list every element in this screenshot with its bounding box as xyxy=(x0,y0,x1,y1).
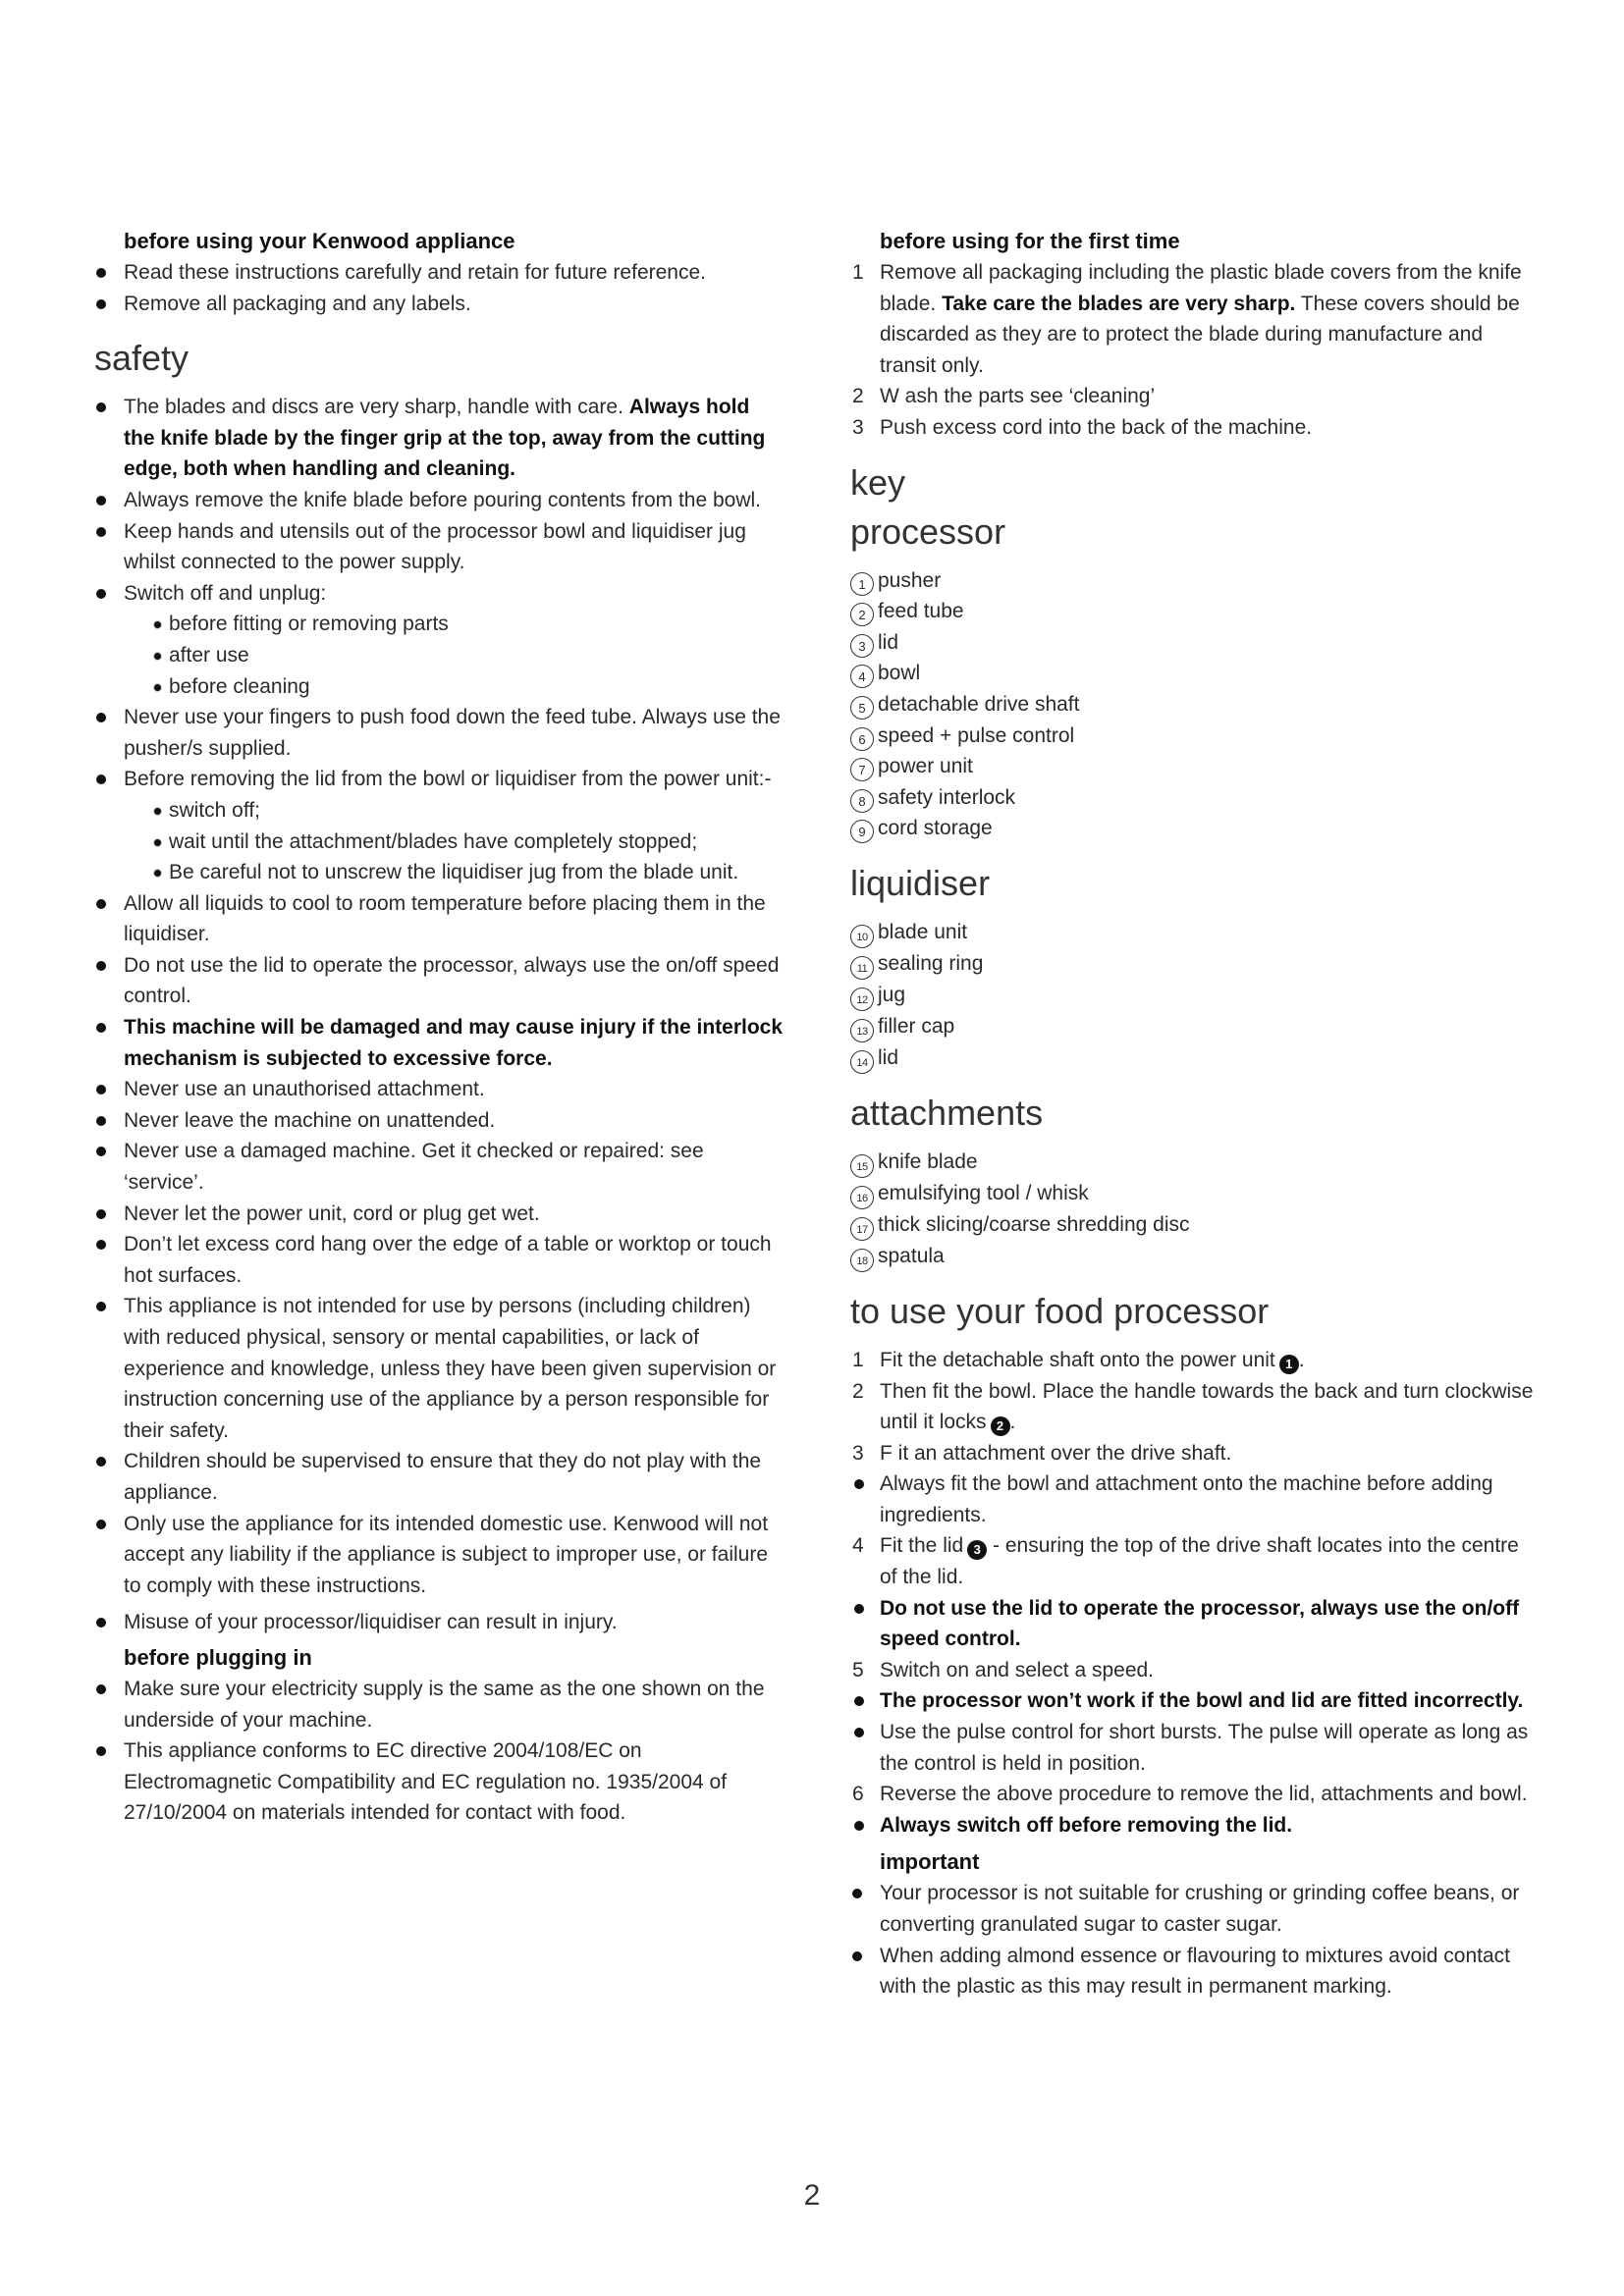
key-label: speed + pulse control xyxy=(878,723,1075,747)
number-2-icon: 2 xyxy=(850,603,874,626)
list-item: Misuse of your processor/liquidiser can result in injury. xyxy=(94,1607,785,1638)
key-label: thick slicing/coarse shredding disc xyxy=(878,1212,1190,1236)
step-text: Reverse the above procedure to remove the lid, attachments and bowl. xyxy=(880,1783,1528,1806)
list-item xyxy=(850,1042,1542,1074)
list-item xyxy=(850,1147,1542,1178)
number-7-icon: 7 xyxy=(850,758,874,781)
sub-list-item: wait until the attachment/blades have completely stopped; xyxy=(124,827,785,858)
sub-list-item: Be careful not to unscrew the liquidiser jug from the blade unit. xyxy=(124,857,785,888)
safety-text: Switch off and unplug: xyxy=(124,581,327,605)
attachments-key-list xyxy=(850,1147,1542,1272)
safety-text: Before removing the lid from the bowl or liquidiser from the power unit:- xyxy=(124,768,772,791)
number-12-icon: 12 xyxy=(850,988,874,1011)
list-item xyxy=(850,721,1542,752)
list-item xyxy=(850,1011,1542,1042)
number-1-icon: 1 xyxy=(850,572,874,596)
figure-3-icon: 3 xyxy=(967,1540,987,1560)
step-text: Fit the detachable shaft onto the power unit xyxy=(880,1348,1275,1371)
list-item: 6 Reverse the above procedure to remove the lid, attachments and bowl. xyxy=(852,1783,1528,1806)
list-item: This appliance is not intended for use by persons (including children) with reduced physical, sensory or mental capabilities, or lack of experience and knowledge, unless they have been given supervision or instruction concerning use of the appliance by a person responsible for their safety. xyxy=(94,1291,785,1446)
key-label: sealing ring xyxy=(878,951,984,975)
key-label: blade unit xyxy=(878,920,968,943)
sub-list-item: after use xyxy=(124,640,785,671)
before-using-list xyxy=(94,257,785,319)
number-4-icon: 4 xyxy=(850,665,874,688)
left-column xyxy=(94,226,785,1829)
list-item: 1 Fit the detachable shaft onto the power unit 1 . xyxy=(850,1345,1542,1376)
step-text: Use the pulse control for short bursts. The pulse will operate as long as the control is held in position. xyxy=(880,1721,1529,1775)
list-item: Never use your fingers to push food down the feed tube. Always use the pusher/s supplied. xyxy=(94,702,785,764)
step-bold-text: The processor won’t work if the bowl and lid are fitted incorrectly. xyxy=(880,1689,1524,1713)
key-label: cord storage xyxy=(878,817,993,840)
list-item: 1 Remove all packaging including the plastic blade covers from the knife blade. Take care the blades are very sharp. These covers should be discarded as they are to protect the blade during manufacture and transit only. xyxy=(852,261,1522,377)
important-list xyxy=(850,1878,1542,2002)
number-13-icon: 13 xyxy=(850,1019,874,1042)
list-item: Make sure your electricity supply is the same as the one shown on the underside of your machine. xyxy=(94,1674,785,1735)
safety-bold-text: Always hold the knife blade by the finger grip at the top, away from the cutting edge, both when handling and cleaning. xyxy=(124,396,766,481)
step-bold-text: Do not use the lid to operate the processor, always use the on/off speed control. xyxy=(880,1596,1520,1651)
list-item: This appliance conforms to EC directive 2004/108/EC on Electromagnetic Compatibility and EC regulation no. 1935/2004 of 27/10/2004 on materials intended for contact with food. xyxy=(94,1735,785,1829)
key-label: knife blade xyxy=(878,1149,978,1173)
sub-list-item: before fitting or removing parts xyxy=(124,609,785,640)
step-bold-text: Take care the blades are very sharp. xyxy=(942,292,1296,315)
liquidiser-key-list xyxy=(850,917,1542,1074)
list-item xyxy=(850,782,1542,814)
list-item: 3 F it an attachment over the drive shaft. xyxy=(852,1441,1232,1465)
list-item: 3 Push excess cord into the back of the machine. xyxy=(852,415,1313,439)
list-item xyxy=(94,578,785,702)
list-item: 5 Switch on and select a speed. xyxy=(852,1658,1155,1682)
list-item: When adding almond essence or flavouring to mixtures avoid contact with the plastic as this may result in permanent marking. xyxy=(850,1941,1542,2002)
list-item xyxy=(850,596,1542,627)
figure-2-icon: 2 xyxy=(991,1416,1010,1436)
key-label: lid xyxy=(878,1045,899,1069)
attachments-heading: attachments xyxy=(850,1092,1044,1133)
key-label: spatula xyxy=(878,1244,945,1267)
step-text: Fit the lid xyxy=(880,1534,964,1558)
key-label: lid xyxy=(878,630,899,654)
list-item xyxy=(850,1810,1542,1842)
safety-heading: safety xyxy=(94,338,189,379)
number-16-icon: 16 xyxy=(850,1186,874,1209)
list-item: Your processor is not suitable for crushing or grinding coffee beans, or converting granulated sugar to caster sugar. xyxy=(850,1878,1542,1940)
processor-key-list xyxy=(850,565,1542,844)
list-item xyxy=(94,392,785,485)
use-steps-list xyxy=(850,1345,1542,1842)
key-label: feed tube xyxy=(878,600,964,623)
list-item xyxy=(850,948,1542,980)
step-text: W ash the parts see ‘cleaning’ xyxy=(880,385,1156,408)
important-heading: important xyxy=(880,1849,980,1875)
list-item xyxy=(850,689,1542,721)
list-item: Children should be supervised to ensure that they do not play with the appliance. xyxy=(94,1446,785,1508)
first-time-heading: before using for the first time xyxy=(880,229,1180,253)
key-label: detachable drive shaft xyxy=(878,692,1080,716)
number-11-icon: 11 xyxy=(850,956,874,980)
right-column xyxy=(850,226,1542,2002)
list-item: Don’t let excess cord hang over the edge of a table or worktop or touch hot surfaces. xyxy=(94,1229,785,1291)
list-item: Never use a damaged machine. Get it checked or repaired: see ‘service’. xyxy=(94,1136,785,1198)
list-item: Always remove the knife blade before pouring contents from the bowl. xyxy=(94,485,785,516)
key-label: filler cap xyxy=(878,1014,955,1038)
key-label: bowl xyxy=(878,662,921,685)
use-processor-heading: to use your food processor xyxy=(850,1290,1270,1331)
step-text: F it an attachment over the drive shaft. xyxy=(880,1441,1232,1465)
list-item xyxy=(850,917,1542,948)
list-item xyxy=(850,1178,1542,1209)
list-item xyxy=(850,658,1542,689)
step-text: Always fit the bowl and attachment onto the machine before adding ingredients. xyxy=(880,1472,1493,1526)
number-15-icon: 15 xyxy=(850,1154,874,1178)
list-item xyxy=(850,627,1542,659)
list-item xyxy=(850,1593,1542,1655)
list-item: Never let the power unit, cord or plug get wet. xyxy=(94,1199,785,1230)
sub-list xyxy=(124,795,785,888)
number-17-icon: 17 xyxy=(850,1217,874,1241)
safety-text: The blades and discs are very sharp, handle with care. xyxy=(124,396,629,419)
sub-list-item: switch off; xyxy=(124,795,785,827)
figure-1-icon: 1 xyxy=(1279,1355,1299,1374)
page-number: 2 xyxy=(803,2179,821,2212)
step-text: Switch on and select a speed. xyxy=(880,1658,1155,1682)
number-18-icon: 18 xyxy=(850,1249,874,1272)
sub-list xyxy=(124,609,785,702)
key-label: jug xyxy=(878,983,906,1006)
list-item: Never leave the machine on unattended. xyxy=(94,1105,785,1137)
before-using-heading: before using your Kenwood appliance xyxy=(124,229,515,253)
key-label: power unit xyxy=(878,755,973,778)
list-item xyxy=(850,1468,1542,1530)
number-9-icon: 9 xyxy=(850,820,874,843)
list-item: Read these instructions carefully and retain for future reference. xyxy=(94,257,785,289)
number-10-icon: 10 xyxy=(850,925,874,948)
step-text: Push excess cord into the back of the machine. xyxy=(880,415,1313,439)
key-label: pusher xyxy=(878,568,942,592)
step-bold-text: Always switch off before removing the lid. xyxy=(880,1813,1293,1837)
list-item xyxy=(850,813,1542,844)
step-text: These covers should be discarded as they are to protect the blade during manufacture and transit only. xyxy=(880,292,1520,377)
before-plugging-list xyxy=(94,1674,785,1829)
list-item xyxy=(850,565,1542,597)
number-3-icon: 3 xyxy=(850,634,874,658)
list-item: 2 W ash the parts see ‘cleaning’ xyxy=(852,385,1156,408)
list-item: Only use the appliance for its intended domestic use. Kenwood will not accept any liability if the appliance is subject to improper use, or failure to comply with these instructions. xyxy=(94,1509,785,1602)
list-item xyxy=(850,1241,1542,1272)
number-8-icon: 8 xyxy=(850,789,874,813)
list-item xyxy=(94,764,785,887)
list-item: Do not use the lid to operate the processor, always use the on/off speed control. xyxy=(94,950,785,1012)
list-item: This machine will be damaged and may cause injury if the interlock mechanism is subjected to excessive force. xyxy=(94,1012,785,1074)
list-item: 4 Fit the lid 3 - ensuring the top of the drive shaft locates into the centre of the lid. xyxy=(852,1534,1519,1589)
list-item xyxy=(850,980,1542,1011)
list-item xyxy=(850,1209,1542,1241)
key-heading: key xyxy=(850,461,906,503)
liquidiser-heading: liquidiser xyxy=(850,862,991,903)
before-plugging-heading: before plugging in xyxy=(124,1644,312,1670)
step-text: - ensuring the top of the drive shaft locates into the centre of the lid. xyxy=(880,1534,1519,1589)
list-item xyxy=(850,1717,1542,1779)
list-item: 2 Then fit the bowl. Place the handle towards the back and turn clockwise until it locks 2 . xyxy=(850,1376,1542,1438)
list-item xyxy=(850,1685,1542,1717)
list-item: Keep hands and utensils out of the processor bowl and liquidiser jug whilst connected to the power supply. xyxy=(94,516,785,578)
sub-list-item: before cleaning xyxy=(124,671,785,703)
number-14-icon: 14 xyxy=(850,1050,874,1074)
step-text: Then fit the bowl. Place the handle towards the back and turn clockwise until it locks xyxy=(880,1379,1534,1434)
processor-heading: processor xyxy=(850,510,1006,552)
first-time-list xyxy=(850,257,1542,444)
step-text: Remove all packaging including the plastic blade covers from the knife blade. xyxy=(880,261,1522,315)
key-label: emulsifying tool / whisk xyxy=(878,1181,1089,1204)
list-item: Never use an unauthorised attachment. xyxy=(94,1074,785,1105)
list-item: Allow all liquids to cool to room temperature before placing them in the liquidiser. xyxy=(94,888,785,950)
number-5-icon: 5 xyxy=(850,696,874,720)
list-item xyxy=(850,751,1542,782)
number-6-icon: 6 xyxy=(850,727,874,751)
key-label: safety interlock xyxy=(878,785,1016,809)
safety-list xyxy=(94,392,785,1638)
list-item: Remove all packaging and any labels. xyxy=(94,289,785,320)
